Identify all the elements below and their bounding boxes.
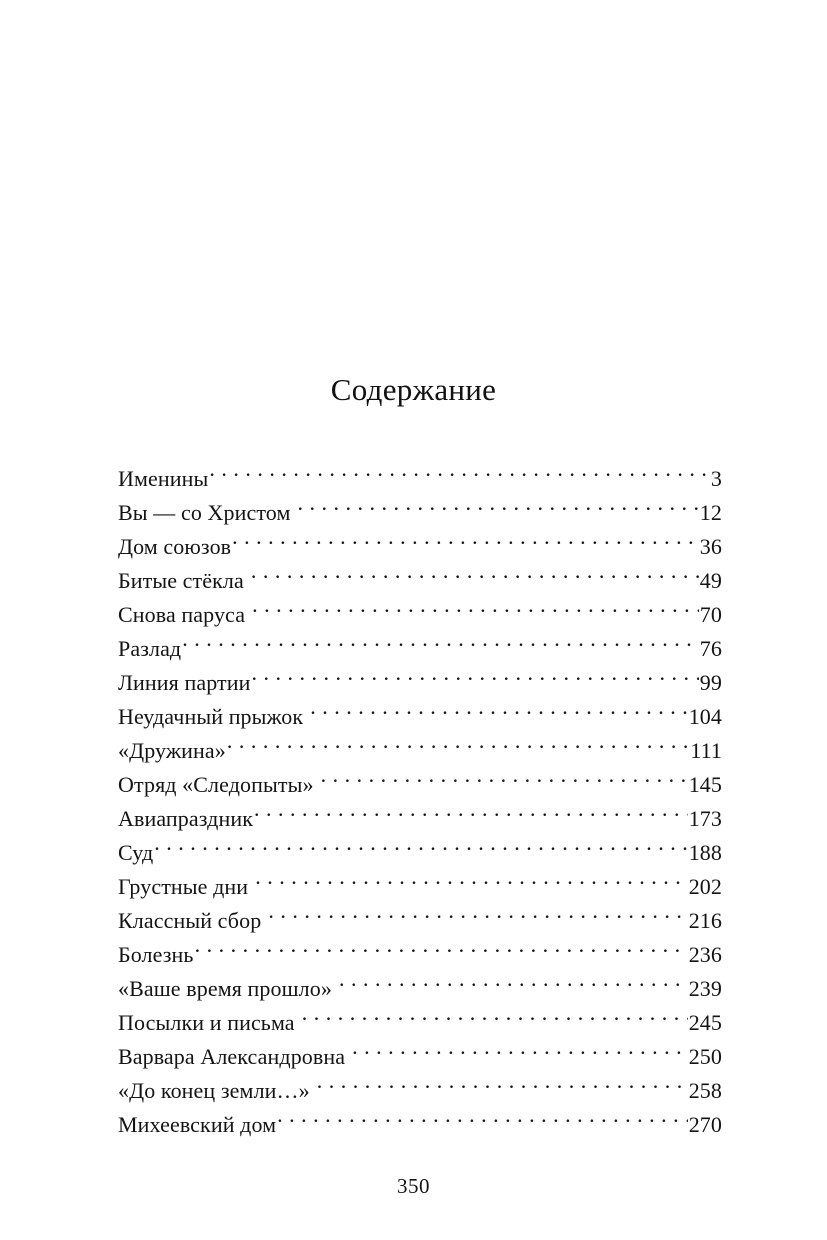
toc-entry-page-number: 99 (699, 670, 722, 695)
toc-entry-title: Посылки и письма (118, 1010, 295, 1035)
toc-entry-title: Авиапраздник (118, 806, 253, 831)
toc-entry-page-number: 111 (690, 738, 722, 763)
toc-entry-title: Грустные дни (118, 874, 249, 899)
toc-entry-page-number: 239 (688, 976, 722, 1001)
toc-dot-leader (302, 996, 688, 1030)
toc-dot-leader (251, 554, 699, 588)
toc-dot-leader (277, 1098, 688, 1132)
toc-entry-page-number: 36 (699, 534, 722, 559)
toc-entry-title: Михеевский дом (118, 1112, 277, 1137)
toc-dot-leader (154, 826, 687, 860)
toc-entry-page-number: 188 (688, 840, 722, 865)
toc-dot-leader (321, 758, 688, 792)
toc-dot-leader (209, 452, 710, 486)
toc-entry-page-number: 3 (710, 466, 722, 491)
toc-entry-page-number: 258 (688, 1078, 722, 1103)
toc-entry[interactable] (118, 656, 722, 695)
toc-entry-page-number: 12 (699, 500, 722, 525)
toc-entry-page-number: 145 (688, 772, 722, 797)
toc-entry-page-number: 49 (699, 568, 722, 593)
toc-entry-page-number: 173 (688, 806, 722, 831)
toc-entry-title: «До конец земли…» (118, 1078, 310, 1103)
toc-dot-leader (251, 656, 698, 690)
toc-entry-title: «Ваше время прошло» (118, 976, 332, 1001)
toc-entry-page-number: 216 (688, 908, 722, 933)
toc-dot-leader (339, 962, 688, 996)
toc-entry-page-number: 104 (688, 704, 722, 729)
toc-entry-title: Снова паруса (118, 602, 246, 627)
toc-entry-title: Суд (118, 840, 154, 865)
toc-dot-leader (227, 724, 689, 758)
toc-entry-title: Неудачный прыжок (118, 704, 304, 729)
table-of-contents (118, 452, 722, 1137)
toc-dot-leader (317, 1064, 688, 1098)
toc-entry-title: Классный сбор (118, 908, 262, 933)
toc-dot-leader (182, 622, 699, 656)
toc-entry-title: Разлад (118, 636, 182, 661)
page-folio-number: 350 (397, 1174, 430, 1198)
toc-entry[interactable] (118, 928, 722, 967)
page-title: Содержание (330, 372, 497, 407)
toc-entry[interactable] (118, 486, 722, 525)
toc-entry-page-number: 236 (688, 942, 722, 967)
toc-entry[interactable] (118, 860, 722, 899)
toc-dot-leader (268, 894, 687, 928)
toc-entry-page-number: 202 (688, 874, 722, 899)
toc-entry[interactable] (118, 452, 722, 491)
toc-dot-leader (232, 520, 699, 554)
toc-entry[interactable] (118, 826, 722, 865)
toc-dot-leader (255, 860, 688, 894)
toc-entry-title: «Дружина» (118, 738, 226, 763)
toc-entry-title: Битые стёкла (118, 568, 244, 593)
toc-dot-leader (352, 1030, 688, 1064)
toc-entry-title: Вы — со Христом (118, 500, 291, 525)
toc-entry[interactable] (118, 962, 722, 1001)
toc-entry-title: Отряд «Следопыты» (118, 772, 314, 797)
toc-dot-leader (254, 792, 688, 826)
toc-entry-page-number: 270 (688, 1112, 722, 1137)
toc-entry-title: Именины (118, 466, 209, 491)
toc-entry-page-number: 245 (688, 1010, 722, 1035)
toc-entry-page-number: 250 (688, 1044, 722, 1069)
toc-dot-leader (252, 588, 699, 622)
toc-entry-title: Дом союзов (118, 534, 232, 559)
toc-entry-title: Варвара Александровна (118, 1044, 346, 1069)
toc-entry-page-number: 70 (699, 602, 722, 627)
toc-dot-leader (310, 690, 688, 724)
toc-entry-title: Болезнь (118, 942, 194, 967)
toc-dot-leader (297, 486, 698, 520)
toc-dot-leader (195, 928, 688, 962)
toc-entry-title: Линия партии (118, 670, 251, 695)
toc-entry[interactable] (118, 622, 722, 661)
toc-entry-page-number: 76 (699, 636, 722, 661)
